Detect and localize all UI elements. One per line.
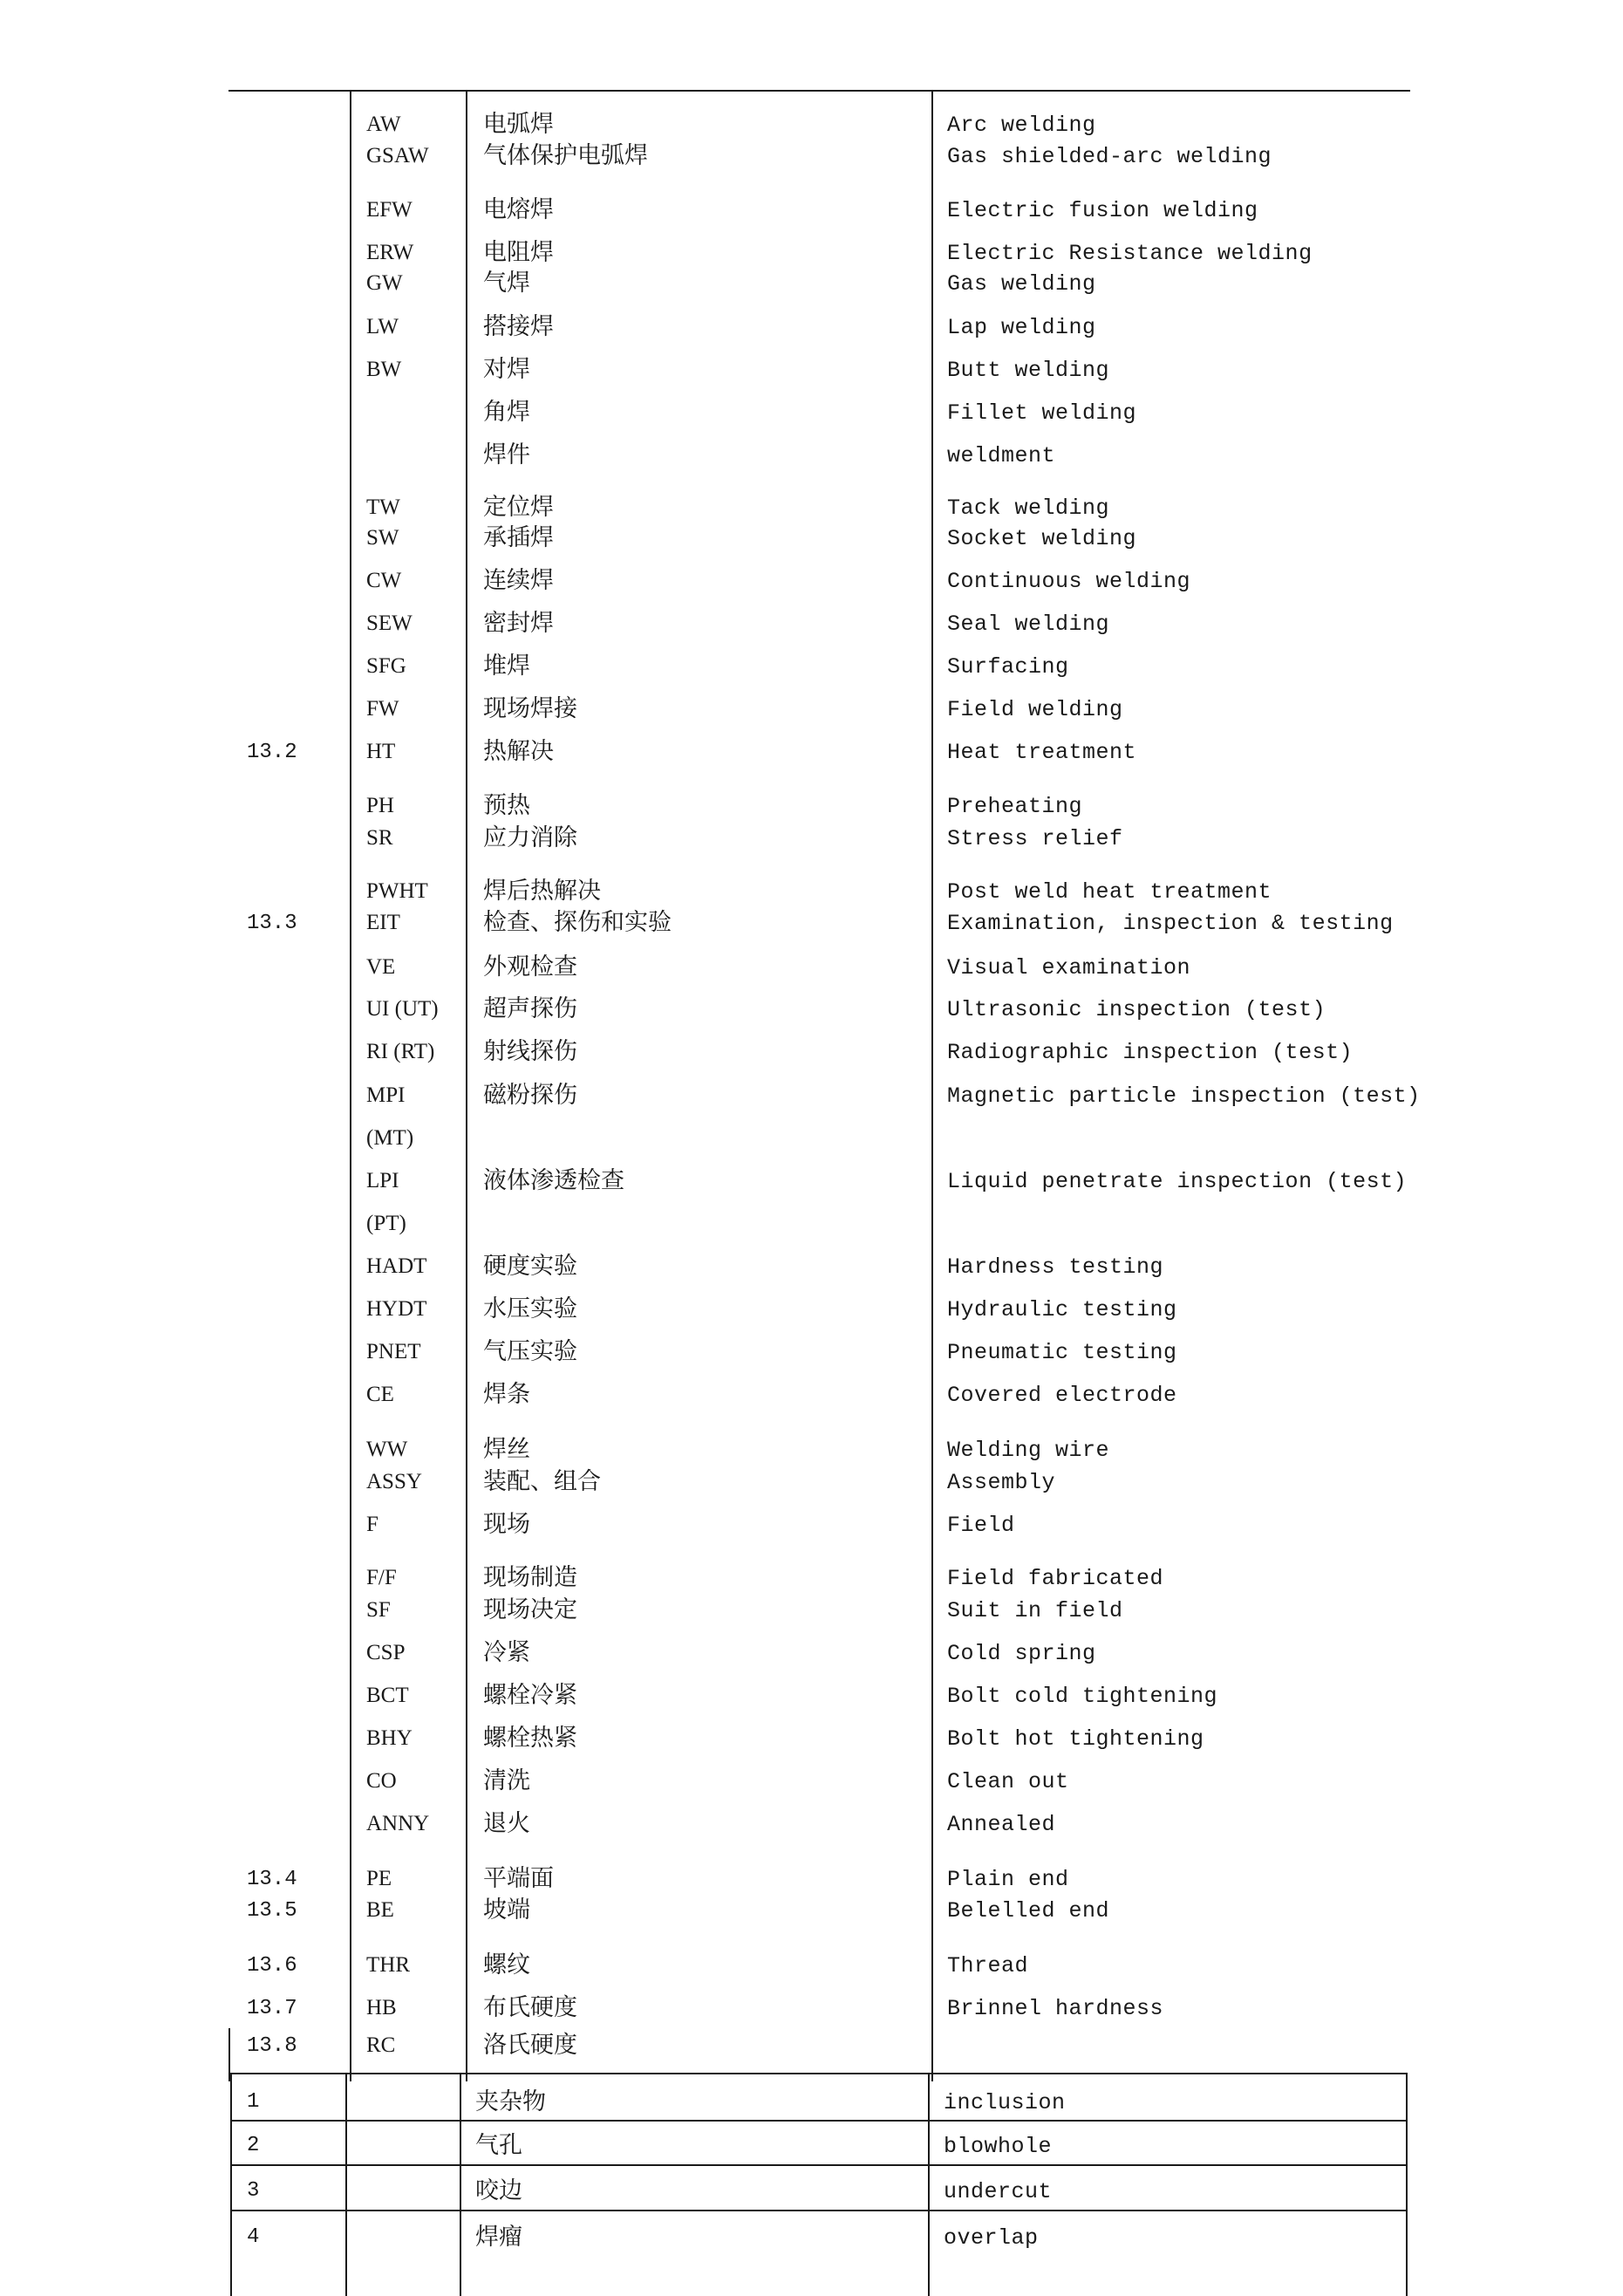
abbreviation: CO	[366, 1769, 397, 1793]
section-number: 13.6	[247, 1954, 297, 1978]
english-term: Welding wire	[947, 1438, 1110, 1463]
defect-number: 1	[247, 2090, 260, 2114]
english-term: Electric Resistance welding	[947, 241, 1313, 266]
chinese-term: 冷紧	[483, 1639, 530, 1666]
abbreviation: RC	[366, 2033, 396, 2057]
chinese-term: 电熔焊	[483, 196, 554, 223]
defect-chinese-term: 夹杂物	[475, 2088, 546, 2115]
english-term: Stress relief	[947, 826, 1123, 851]
english-term: Surfacing	[947, 654, 1069, 680]
chinese-term: 焊件	[483, 441, 530, 468]
abbreviation: EIT	[366, 911, 400, 934]
english-term: Heat treatment	[947, 740, 1137, 765]
abbreviation: WW	[366, 1438, 408, 1461]
defect-english-term: overlap	[944, 2225, 1039, 2251]
english-term: Cold spring	[947, 1641, 1096, 1666]
chinese-term: 检查、探伤和实验	[483, 909, 672, 936]
chinese-term: 现场焊接	[483, 695, 577, 722]
chinese-term: 硬度实验	[483, 1253, 577, 1280]
chinese-term: 磁粉探伤	[483, 1082, 577, 1109]
english-term: Clean out	[947, 1769, 1069, 1794]
chinese-term: 定位焊	[483, 494, 554, 521]
chinese-term: 角焊	[483, 399, 530, 426]
abbreviation: SW	[366, 526, 399, 550]
defect-chinese-term: 气孔	[475, 2132, 522, 2159]
chinese-term: 洛氏硬度	[483, 2032, 577, 2059]
english-term: Belelled end	[947, 1898, 1110, 1924]
abbreviation: SF	[366, 1598, 391, 1622]
english-term: Preheating	[947, 794, 1083, 819]
abbreviation: F/F	[366, 1566, 397, 1589]
chinese-term: 平端面	[483, 1865, 554, 1892]
english-term: Butt welding	[947, 358, 1110, 383]
english-term: Gas shielded-arc welding	[947, 144, 1272, 169]
abbreviation: PH	[366, 794, 394, 817]
english-term: Lap welding	[947, 315, 1096, 340]
abbreviation: PE	[366, 1867, 392, 1890]
abbreviation: ERW	[366, 241, 414, 264]
defects-row-divider	[230, 2164, 1408, 2166]
abbreviation: LW	[366, 315, 399, 338]
abbreviation: BW	[366, 358, 402, 381]
chinese-term: 射线探伤	[483, 1038, 577, 1065]
english-term: Ultrasonic inspection (test)	[947, 997, 1326, 1022]
chinese-term: 电阻焊	[483, 239, 554, 266]
section-number: 13.7	[247, 1997, 297, 2020]
abbreviation: GW	[366, 271, 403, 295]
english-term: Electric fusion welding	[947, 198, 1258, 223]
defect-number: 2	[247, 2134, 260, 2157]
chinese-term: 气压实验	[483, 1338, 577, 1365]
abbreviation: SEW	[366, 612, 413, 635]
chinese-term: 液体渗透检查	[483, 1167, 624, 1194]
abbreviation: VE	[366, 955, 396, 979]
abbreviation: GSAW	[366, 144, 429, 167]
chinese-term: 水压实验	[483, 1295, 577, 1322]
english-term: Magnetic particle inspection (test)	[947, 1083, 1421, 1109]
english-term: Visual examination	[947, 955, 1191, 981]
english-term: Post weld heat treatment	[947, 879, 1272, 905]
english-term: Tack welding	[947, 495, 1110, 521]
abbreviation: BCT	[366, 1684, 409, 1707]
english-term: Radiographic inspection (test)	[947, 1040, 1354, 1065]
abbreviation: PNET	[366, 1340, 421, 1363]
english-term: weldment	[947, 443, 1056, 468]
section-number: 13.8	[247, 2034, 297, 2058]
defects-col-divider	[460, 2073, 461, 2296]
chinese-term: 装配、组合	[483, 1468, 601, 1495]
abbreviation: SR	[366, 826, 393, 850]
abbreviation: BE	[366, 1898, 394, 1922]
defect-chinese-term: 焊瘤	[475, 2224, 522, 2251]
section-number: 13.3	[247, 912, 297, 935]
chinese-term: 现场	[483, 1511, 530, 1538]
chinese-term: 连续焊	[483, 567, 554, 594]
defects-top-border	[230, 2073, 1408, 2074]
english-term: Bolt cold tightening	[947, 1684, 1218, 1709]
table-top-border	[228, 90, 1410, 92]
defect-english-term: undercut	[944, 2179, 1053, 2204]
chinese-term: 现场制造	[483, 1564, 577, 1591]
defects-right-border	[1406, 2073, 1408, 2296]
english-term: Annealed	[947, 1812, 1056, 1837]
english-term: Socket welding	[947, 526, 1137, 551]
chinese-term: 退火	[483, 1810, 530, 1837]
defect-english-term: inclusion	[944, 2090, 1066, 2115]
english-term: Thread	[947, 1953, 1029, 1978]
chinese-term: 电弧焊	[483, 111, 554, 138]
abbreviation: (PT)	[366, 1212, 406, 1235]
column-divider-abbr	[466, 91, 467, 2081]
chinese-term: 螺纹	[483, 1951, 530, 1978]
abbreviation: SFG	[366, 654, 406, 678]
abbreviation: PWHT	[366, 879, 428, 903]
chinese-term: 现场决定	[483, 1596, 577, 1623]
chinese-term: 对焊	[483, 356, 530, 383]
defects-row-divider	[230, 2210, 1408, 2211]
defects-left-border	[230, 2073, 232, 2296]
section-number: 13.2	[247, 741, 297, 764]
chinese-term: 搭接焊	[483, 313, 554, 340]
abbreviation: HADT	[366, 1254, 427, 1278]
defect-chinese-term: 咬边	[475, 2177, 522, 2204]
english-term: Examination, inspection & testing	[947, 911, 1394, 936]
abbreviation: RI (RT)	[366, 1040, 435, 1063]
abbreviation: TW	[366, 495, 400, 519]
english-term: Liquid penetrate inspection (test)	[947, 1169, 1408, 1194]
defects-col-divider	[928, 2073, 930, 2296]
chinese-term: 焊后热解决	[483, 878, 601, 905]
abbreviation: CW	[366, 569, 402, 592]
chinese-term: 螺栓热紧	[483, 1725, 577, 1752]
abbreviation: (MT)	[366, 1126, 414, 1150]
abbreviation: F	[366, 1513, 378, 1536]
abbreviation: EFW	[366, 198, 413, 222]
chinese-term: 焊丝	[483, 1436, 530, 1463]
chinese-term: 螺栓冷紧	[483, 1682, 577, 1709]
chinese-term: 承插焊	[483, 524, 554, 551]
chinese-term: 布氏硬度	[483, 1994, 577, 2021]
abbreviation: CE	[366, 1383, 394, 1406]
chinese-term: 堆焊	[483, 653, 530, 680]
abbreviation: ASSY	[366, 1470, 422, 1493]
abbreviation: CSP	[366, 1641, 406, 1664]
english-term: Bolt hot tightening	[947, 1726, 1204, 1752]
chinese-term: 气体保护电弧焊	[483, 142, 648, 169]
chinese-term: 预热	[483, 792, 530, 819]
english-term: Plain end	[947, 1867, 1069, 1892]
abbreviation: BHY	[366, 1726, 413, 1750]
abbreviation: HB	[366, 1996, 397, 2019]
defects-col-divider	[345, 2073, 347, 2296]
english-term: Gas welding	[947, 271, 1096, 297]
defect-english-term: blowhole	[944, 2134, 1053, 2159]
defect-number: 3	[247, 2179, 260, 2203]
chinese-term: 超声探伤	[483, 995, 577, 1022]
chinese-term: 密封焊	[483, 610, 554, 637]
chinese-term: 外观检查	[483, 953, 577, 981]
abbreviation: MPI	[366, 1083, 406, 1107]
chinese-term: 焊条	[483, 1381, 530, 1408]
chinese-term: 应力消除	[483, 824, 577, 851]
english-term: Seal welding	[947, 612, 1110, 637]
abbreviation: FW	[366, 697, 399, 721]
chinese-term: 热解决	[483, 738, 554, 765]
chinese-term: 坡端	[483, 1896, 530, 1924]
column-divider-num	[350, 91, 351, 2081]
abbreviation: HYDT	[366, 1297, 427, 1321]
english-term: Hydraulic testing	[947, 1297, 1177, 1322]
english-term: Continuous welding	[947, 569, 1191, 594]
english-term: Field welding	[947, 697, 1123, 722]
chinese-term: 清洗	[483, 1767, 530, 1794]
english-term: Assembly	[947, 1470, 1056, 1495]
abbreviation: LPI	[366, 1169, 399, 1192]
abbreviation: THR	[366, 1953, 410, 1977]
english-term: Arc welding	[947, 113, 1096, 138]
english-term: Hardness testing	[947, 1254, 1164, 1280]
english-term: Pneumatic testing	[947, 1340, 1177, 1365]
chinese-term: 气焊	[483, 270, 530, 297]
abbreviation: HT	[366, 740, 396, 763]
section-number: 13.5	[247, 1899, 297, 1923]
abbreviation: ANNY	[366, 1812, 430, 1835]
defect-number: 4	[247, 2225, 260, 2249]
english-term: Field fabricated	[947, 1566, 1164, 1591]
english-term: Suit in field	[947, 1598, 1123, 1623]
english-term: Fillet welding	[947, 400, 1137, 426]
english-term: Covered electrode	[947, 1383, 1177, 1408]
abbreviation: AW	[366, 113, 401, 136]
english-term: Brinnel hardness	[947, 1996, 1164, 2021]
section-number: 13.4	[247, 1868, 297, 1891]
english-term: Field	[947, 1513, 1015, 1538]
column-divider-cn	[931, 91, 933, 2081]
abbreviation: UI (UT)	[366, 997, 439, 1021]
defects-row-divider	[230, 2120, 1408, 2122]
